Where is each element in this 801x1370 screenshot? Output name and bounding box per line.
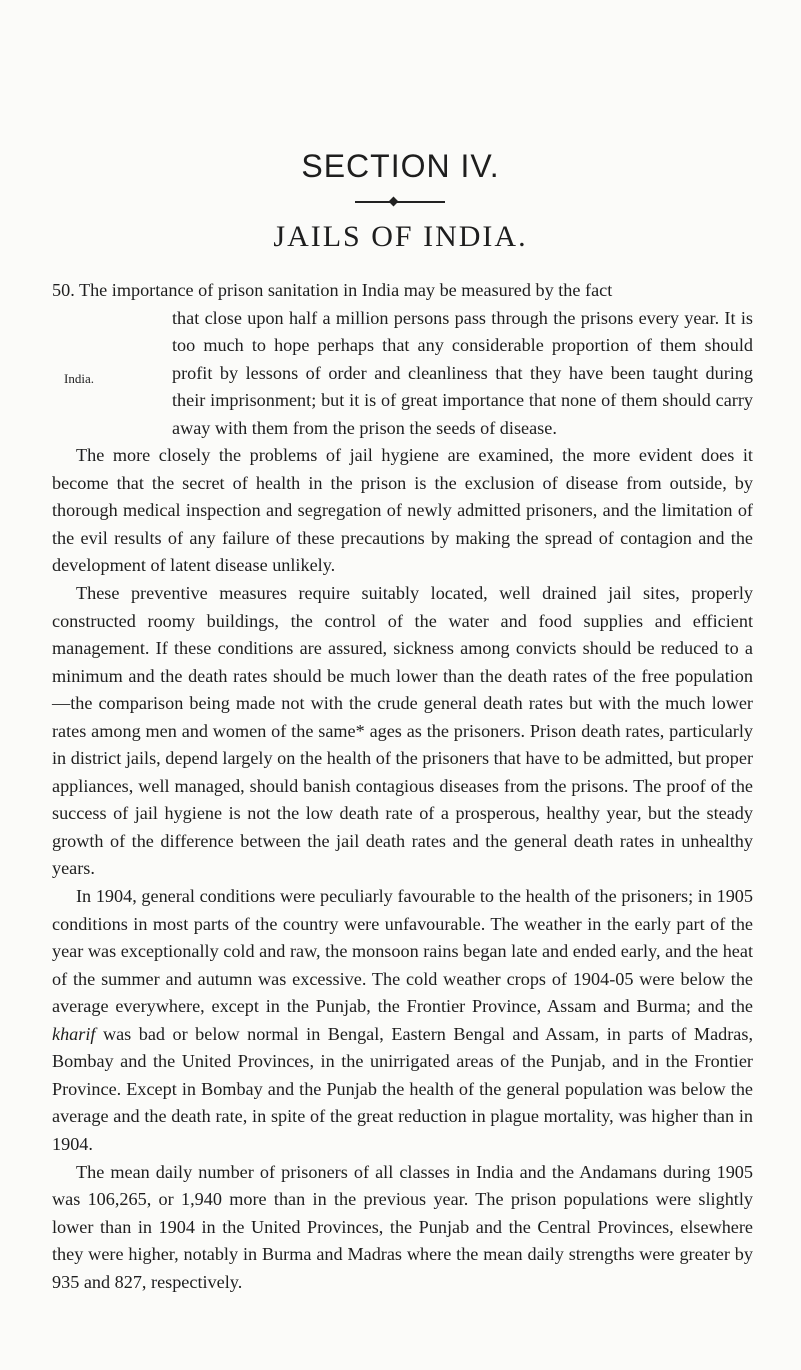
paragraph-text: was bad or below normal in Bengal, Eastern Bengal and Assam, in parts of Madras, Bombay and the United Provinces, in the unirrigated areas of the Punjab, and in the Frontier Province. Except in Bombay and the Punjab the health of the general population was below the average and the death rate, in spite of the great reduction in plague mortality, was higher than in 1904. xyxy=(52,1023,753,1154)
paragraph-lead-text: The importance of prison sanitation in India may be measured by the fact xyxy=(78,280,613,300)
paragraph: The more closely the problems of jail hygiene are examined, the more evident does it become that the secret of health in the prison is the exclusion of disease from outside, by thorough medical inspection and segregation of newly admitted prisoners, and the limitation of the evil results of any failure of these precautions by making the spread of contagion and the development of latent disease unlikely. xyxy=(52,445,753,576)
section-heading: SECTION IV. xyxy=(301,148,500,184)
italic-term: kharif xyxy=(52,1023,96,1044)
paragraph-text: that close upon half a million persons pass through the prisons every year. It is too much to hope perhaps that any considerable proportion of them should profit by lessons of order and cleanliness that they have been taught during their imprisonment; but it is of great importance that none of them should carry away with them from the prison the seeds of disease. xyxy=(172,307,753,438)
paragraph: The mean daily number of prisoners of all classes in India and the Andamans during 1905 was 106,265, or 1,940 more than in the previous year. The prison populations were slightly lower than in 1904 in the United Provinces, the Punjab and the Central Provinces, elsewhere they were higher, notably in Burma and Madras where the mean daily strengths were greater by 935 and 827, respectively. xyxy=(52,1161,753,1292)
paragraph xyxy=(52,883,753,1158)
body-text xyxy=(52,277,753,1296)
margin-note: India. xyxy=(64,371,94,387)
ornament-rule xyxy=(355,201,445,203)
paragraph-50 xyxy=(52,277,753,442)
paragraph-number: 50. xyxy=(52,280,75,300)
title-ornament xyxy=(355,199,445,205)
ornament-diamond-icon xyxy=(389,197,399,207)
paragraph-lead-line xyxy=(52,277,753,305)
paragraph-text: In 1904, general conditions were peculiarly favourable to the health of the prisoners; in 1905 conditions in most parts of the country were unfavourable. The weather in the early part of the year was exceptionally cold and raw, the monsoon rains began late and ended early, and the heat of the summer and autumn was excessive. The cold weather crops of 1904-05 were below the average everywhere, except in the Punjab, the Frontier Province, Assam and Burma; and the xyxy=(52,886,753,1017)
chapter-title: JAILS OF INDIA. xyxy=(273,220,528,253)
paragraph: These preventive measures require suitably located, well drained jail sites, properly constructed roomy buildings, the control of the water and food supplies and efficient management. If these conditions are assured, sickness among convicts should be reduced to a minimum and the death rates should be much lower than the death rates of the free population—the comparison being made not with the crude general death rates but with the much lower rates among men and women of the same* ages as the prisoners. Prison death rates, particularly in district jails, depend largely on the health of the prisoners that have to be admitted, but proper appliances, well managed, should banish contagious diseases from the prisons. The proof of the success of jail hygiene is not the low death rate of a prosperous, healthy year, but the steady growth of the difference between the jail death rates and the general death rates in unhealthy years. xyxy=(52,583,753,879)
